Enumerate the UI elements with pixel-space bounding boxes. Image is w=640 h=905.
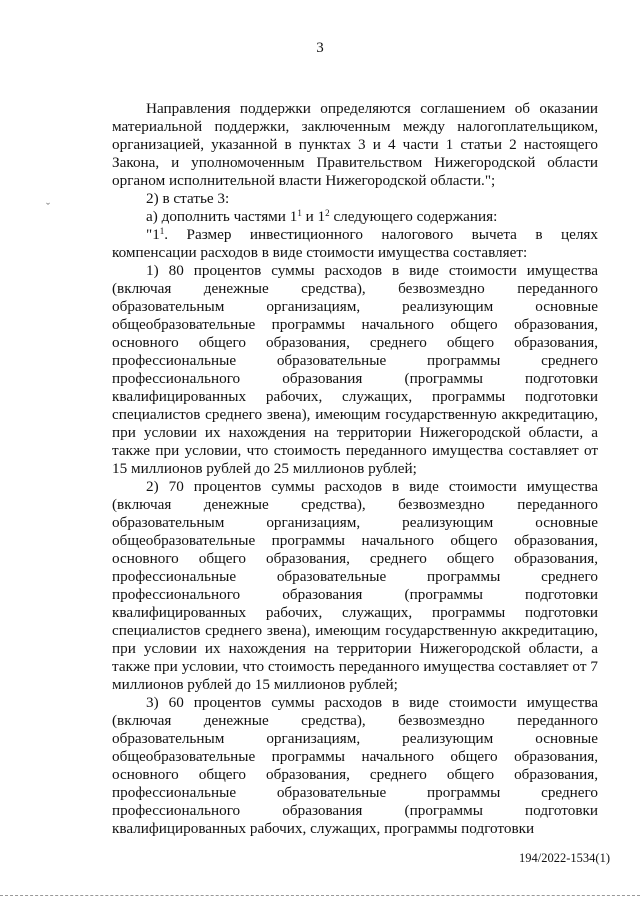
paragraph-add-parts [112,208,598,226]
paragraph-item-3: 3) 60 процентов суммы расходов в виде стоимости имущества (включая денежные средства), безвозмездно переданного образовательным организациям, реализующим основные общеобразовательные программы начального общего образования, основного общего образования, среднего общего образования, профессиональные образовательные программы среднего профессионального образования (программы подготовки квалифицированных рабочих, служащих, программы подготовки [112,694,598,837]
document-body [112,100,598,838]
add-parts-before: а) дополнить частями 1 [146,208,298,225]
paragraph-part-1-1 [112,226,598,262]
paragraph-item-2: 2) 70 процентов суммы расходов в виде стоимости имущества (включая денежные средства), безвозмездно переданного образовательным организациям, реализующим основные общеобразовательные программы начального общего образования, основного общего образования, среднего общего образования, профессиональные образовательные программы среднего профессионального образования (программы подготовки квалифицированных рабочих, служащих, программы подготовки специалистов среднего звена), имеющим государственную аккредитацию, при условии их нахождения на территории Нижегородской области, а также при условии, что стоимость переданного имущества составляет от 7 миллионов рублей до 15 миллионов рублей; [112,478,598,693]
document-code: 194/2022-1534(1) [519,851,610,865]
part-1-1-sup: 1 [159,226,165,236]
scan-edge-line [0,895,640,896]
add-parts-sup-2: 2 [325,208,330,218]
paragraph-article-3: 2) в статье 3: [146,190,230,207]
paragraph-support-directions: Направления поддержки определяются соглашением об оказании материальной поддержки, заключенным между налогоплательщиком, организацией, указанной в пунктах 3 и 4 части 1 статьи 2 настоящего Закона, и уполномоченным Правительством Нижегородской области органом исполнительной власти Нижегородской области."; [112,100,598,189]
add-parts-sup-1: 1 [297,208,302,218]
page-number: 3 [316,40,324,56]
scan-mark: ˇ [46,200,50,214]
add-parts-after: следующего содержания: [329,208,498,225]
part-1-1-after: . Размер инвестиционного налогового вычета в целях компенсации расходов в виде стоимости имущества составляет: [112,226,598,261]
add-parts-middle: и 1 [301,208,326,225]
paragraph-item-1: 1) 80 процентов суммы расходов в виде стоимости имущества (включая денежные средства), безвозмездно переданного образовательным организациям, реализующим основные общеобразовательные программы начального общего образования, основного общего образования, среднего общего образования, профессиональные образовательные программы среднего профессионального образования (программы подготовки квалифицированных рабочих, служащих, программы подготовки специалистов среднего звена), имеющим государственную аккредитацию, при условии их нахождения на территории Нижегородской области, а также при условии, что стоимость переданного имущества составляет от 15 миллионов рублей до 25 миллионов рублей; [112,262,598,477]
part-1-1-before: "1 [146,226,160,243]
